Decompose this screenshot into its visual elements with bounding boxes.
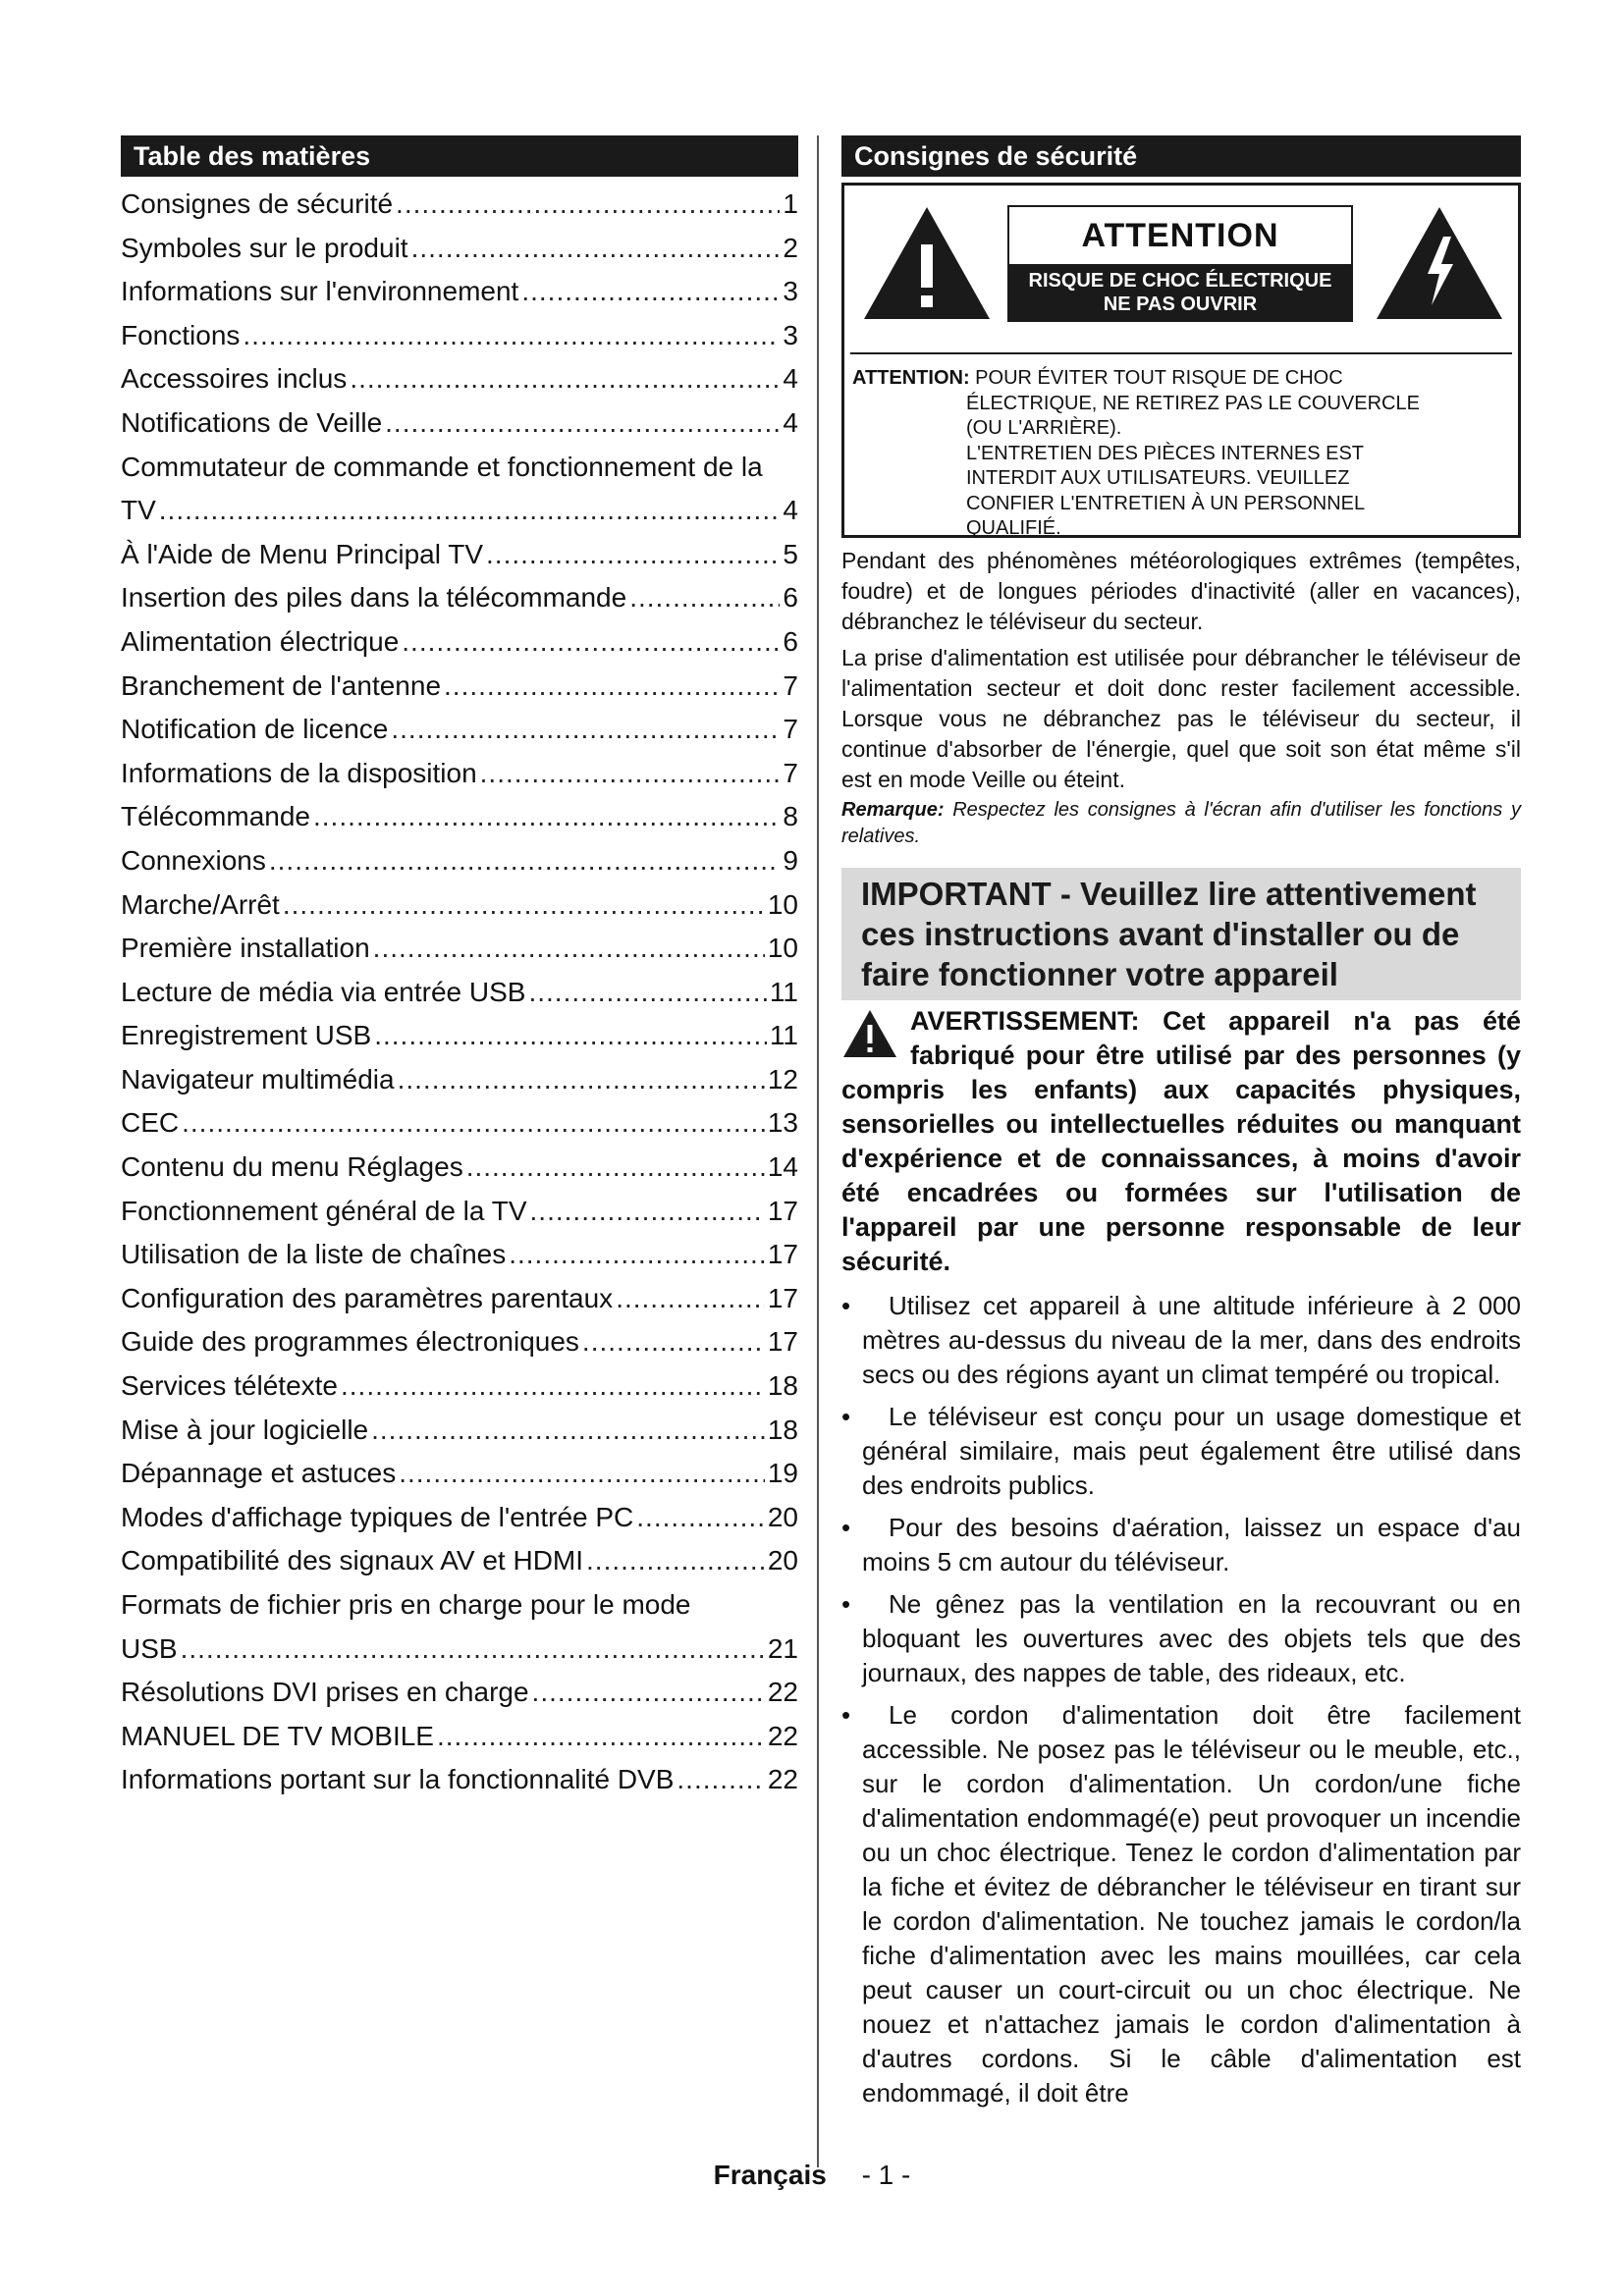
safety-bullet-item <box>841 1698 1521 2110</box>
attention-label-box <box>1007 205 1353 322</box>
toc-entry <box>121 620 798 665</box>
attention-text <box>844 354 1518 542</box>
toc-entry-title: Utilisation de la liste de chaînes <box>121 1239 507 1270</box>
toc-leader-dots <box>313 795 780 839</box>
toc-leader-dots <box>371 1409 765 1453</box>
toc-leader-dots <box>444 665 780 709</box>
toc-row <box>121 883 798 928</box>
toc-leader-dots <box>677 1758 764 1802</box>
toc-row <box>121 576 798 620</box>
attention-line-1: POUR ÉVITER TOUT RISQUE DE CHOC <box>975 367 1343 389</box>
toc-entry-title: Résolutions DVI prises en charge <box>121 1677 529 1708</box>
toc-row <box>121 839 798 883</box>
toc-entry <box>121 795 798 839</box>
toc-page-number: 4 <box>783 406 798 438</box>
toc-entry <box>121 752 798 796</box>
toc-row <box>121 227 798 271</box>
toc-leader-dots <box>530 1190 765 1234</box>
toc-entry <box>121 183 798 227</box>
toc-entry-title: TV <box>121 495 156 526</box>
toc-entry <box>121 1671 798 1715</box>
toc-entry <box>121 314 798 358</box>
safety-bullet-item <box>841 1289 1521 1392</box>
toc-page-number: 17 <box>767 1326 798 1358</box>
toc-page-number: 22 <box>767 1677 798 1708</box>
toc-entry <box>121 1496 798 1540</box>
toc-page-number: 9 <box>783 844 798 876</box>
toc-page-number: 3 <box>783 276 798 307</box>
toc-page-number: 17 <box>767 1239 798 1270</box>
toc-row <box>121 1496 798 1540</box>
warning-triangle-icon <box>841 1008 898 1059</box>
toc-entry <box>121 446 798 533</box>
toc-leader-dots <box>402 620 780 665</box>
page-number: - 1 - <box>861 2160 911 2190</box>
toc-page-number: 4 <box>783 363 798 395</box>
toc-entry <box>121 665 798 709</box>
toc-page-number: 6 <box>783 625 798 657</box>
toc-page-number: 5 <box>783 538 798 569</box>
toc-entry <box>121 401 798 446</box>
toc-entry-title: Télécommande <box>121 801 310 832</box>
toc-entry-title: MANUEL DE TV MOBILE <box>121 1720 434 1751</box>
toc-heading: Table des matières <box>121 135 798 177</box>
toc-row <box>121 752 798 796</box>
toc-entry-title: Informations sur l'environnement <box>121 276 519 307</box>
toc-leader-dots <box>398 1058 765 1102</box>
toc-leader-dots <box>509 1233 765 1277</box>
attention-line-2: ÉLECTRIQUE, NE RETIREZ PAS LE COUVERCLE <box>966 392 1420 414</box>
toc-leader-dots <box>373 927 765 971</box>
toc-entry <box>121 357 798 401</box>
toc-entry <box>121 1233 798 1277</box>
attention-subtitle <box>1009 264 1351 320</box>
toc-leader-dots <box>528 971 766 1015</box>
toc-row <box>121 1190 798 1234</box>
toc-entry <box>121 1583 798 1671</box>
toc-leader-dots <box>374 1014 767 1058</box>
toc-entry-title: Fonctions <box>121 319 241 350</box>
safety-bullet-item <box>841 1587 1521 1690</box>
attention-warning-box <box>841 183 1521 538</box>
toc-leader-dots <box>582 1320 765 1364</box>
toc-entry <box>121 270 798 314</box>
toc-leader-dots <box>243 314 780 358</box>
important-notice: IMPORTANT - Veuillez lire attentivement ces instructions avant d'installer ou de faire fonctionner votre appareil <box>841 868 1521 1000</box>
toc-row <box>121 314 798 358</box>
footer-language: Français <box>713 2160 827 2190</box>
toc-row <box>121 1320 798 1364</box>
toc-row <box>121 1014 798 1058</box>
paragraph-power-plug: La prise d'alimentation est utilisée pour débrancher le téléviseur de l'alimentation secteur et doit donc rester facilement accessible. Lorsque vous ne débranchez pas le téléviseur du secteur, il continue d'absorber de l'énergie, quel que soit son état même s'il est en mode Veille ou éteint. <box>841 645 1521 792</box>
toc-page-number: 4 <box>783 495 798 526</box>
attention-line-5: INTERDIT AUX UTILISATEURS. VEUILLEZ <box>966 467 1350 489</box>
toc-entry-title: Marche/Arrêt <box>121 888 280 920</box>
toc-page-number: 18 <box>767 1370 798 1402</box>
toc-entry-title: Consignes de sécurité <box>121 188 394 219</box>
toc-page-number: 20 <box>767 1501 798 1532</box>
toc-entry <box>121 1452 798 1496</box>
toc-entry-title-line: Commutateur de commande et fonctionnement de la <box>121 451 763 482</box>
toc-row <box>121 401 798 446</box>
toc-leader-dots <box>399 1452 765 1496</box>
toc-page-number: 3 <box>783 319 798 350</box>
toc-row <box>121 1409 798 1453</box>
toc-entry-title: Accessoires inclus <box>121 363 348 395</box>
toc-entry <box>121 1190 798 1234</box>
toc-entry-title: Informations de la disposition <box>121 757 477 788</box>
toc-leader-dots <box>629 576 780 620</box>
toc-entry-title: Première installation <box>121 933 370 964</box>
toc-page-number: 7 <box>783 757 798 788</box>
toc-entry <box>121 1014 798 1058</box>
toc-entry-title: Notification de licence <box>121 714 389 745</box>
toc-leader-dots <box>283 883 765 928</box>
safety-heading: Consignes de sécurité <box>841 135 1521 177</box>
toc-leader-dots <box>586 1539 765 1583</box>
toc-entry <box>121 1320 798 1364</box>
toc-row <box>121 183 798 227</box>
toc-row <box>121 620 798 665</box>
toc-entry <box>121 971 798 1015</box>
toc-row <box>121 1671 798 1715</box>
toc-entry-title: À l'Aide de Menu Principal TV <box>121 538 484 569</box>
toc-entry-title: Contenu du menu Réglages <box>121 1151 463 1183</box>
safety-bullet-text: • Pour des besoins d'aération, laissez un espace d'au moins 5 cm autour du téléviseur. <box>862 1513 1521 1576</box>
safety-bullet-item <box>841 1400 1521 1503</box>
toc-row <box>121 1715 798 1759</box>
table-of-contents <box>121 135 798 1802</box>
toc-entry <box>121 1758 798 1802</box>
remark-text: Respectez les consignes à l'écran afin d'utiliser les fonctions y relatives. <box>841 799 1522 847</box>
toc-row <box>121 357 798 401</box>
lightning-warning-icon <box>1373 203 1506 323</box>
toc-leader-dots <box>437 1715 765 1759</box>
toc-entry-title: Branchement de l'antenne <box>121 669 442 701</box>
toc-page-number: 18 <box>767 1414 798 1445</box>
toc-page-number: 12 <box>767 1063 798 1095</box>
toc-page-number: 19 <box>767 1458 798 1489</box>
attention-line-3: (OU L'ARRIÈRE). <box>966 417 1122 439</box>
toc-page-number: 11 <box>769 1020 798 1051</box>
toc-row <box>121 533 798 577</box>
toc-row <box>121 795 798 839</box>
toc-entry-title-line: Formats de fichier pris en charge pour le mode <box>121 1589 691 1620</box>
toc-leader-dots <box>466 1146 765 1190</box>
avertissement-text: AVERTISSEMENT: Cet appareil n'a pas été fabriqué pour être utilisé par des personnes (y compris les enfants) aux capacités physiques, sensorielles ou intellectuelles réduites ou manquant d'expérience et de connaissances, à moins d'avoir été encadrées ou formées sur l'utilisation de l'appareil par une personne responsable de leur sécurité. <box>841 1006 1521 1276</box>
toc-row <box>121 270 798 314</box>
toc-entry <box>121 927 798 971</box>
toc-entry <box>121 708 798 752</box>
toc-leader-dots <box>396 183 780 227</box>
toc-entry <box>121 1058 798 1102</box>
avertissement-block <box>841 1004 1521 1279</box>
toc-page-number: 8 <box>783 801 798 832</box>
toc-row <box>121 1058 798 1102</box>
toc-page-number: 17 <box>767 1282 798 1313</box>
safety-bullets <box>841 1289 1521 2110</box>
toc-leader-dots <box>411 227 781 271</box>
safety-bullet-item <box>841 1511 1521 1579</box>
attention-line-4: L'ENTRETIEN DES PIÈCES INTERNES EST <box>966 442 1365 464</box>
toc-page-number: 10 <box>767 933 798 964</box>
attention-title: ATTENTION <box>1081 217 1279 254</box>
toc-leader-dots <box>350 357 780 401</box>
toc-entry <box>121 227 798 271</box>
toc-page-number: 11 <box>769 976 798 1007</box>
toc-entry-title: Guide des programmes électroniques <box>121 1326 579 1358</box>
column-divider <box>817 135 819 2167</box>
toc-entry <box>121 883 798 928</box>
toc-page-number: 10 <box>767 888 798 920</box>
toc-page-number: 20 <box>767 1545 798 1576</box>
toc-leader-dots <box>385 401 780 446</box>
toc-entry-title: Symboles sur le produit <box>121 232 408 263</box>
toc-entry-title: Insertion des piles dans la télécommande <box>121 582 627 614</box>
toc-leader-dots <box>521 270 780 314</box>
toc-entry-title: Enregistrement USB <box>121 1020 372 1051</box>
toc-leader-dots <box>341 1364 765 1409</box>
toc-row <box>121 1452 798 1496</box>
toc-row <box>121 927 798 971</box>
toc-row <box>121 1758 798 1802</box>
remark-label: Remarque: <box>841 799 945 821</box>
toc-page-number: 22 <box>767 1764 798 1795</box>
toc-page-number: 2 <box>783 232 798 263</box>
toc-entry-title: USB <box>121 1632 178 1664</box>
toc-leader-dots <box>636 1496 765 1540</box>
toc-page-number: 17 <box>767 1195 798 1226</box>
toc-row <box>121 489 798 533</box>
toc-leader-dots <box>616 1277 765 1321</box>
toc-leader-dots <box>391 708 780 752</box>
toc-page-number: 21 <box>767 1632 798 1664</box>
attention-line-6: CONFIER L'ENTRETIEN À UN PERSONNEL <box>966 492 1366 514</box>
toc-entry-title: CEC <box>121 1107 180 1139</box>
toc-entry-title: Compatibilité des signaux AV et HDMI <box>121 1545 584 1576</box>
toc-page-number: 7 <box>783 669 798 701</box>
toc-entry-title: Fonctionnement général de la TV <box>121 1195 527 1226</box>
toc-entry <box>121 1101 798 1146</box>
remark-note <box>841 797 1521 850</box>
toc-page-number: 6 <box>783 582 798 614</box>
safety-bullet-text: • Utilisez cet appareil à une altitude inférieure à 2 000 mètres au-dessus du niveau de la mer, dans des endroits secs ou des régions ayant un climat tempéré ou tropical. <box>862 1291 1521 1389</box>
toc-leader-dots <box>159 489 781 533</box>
toc-entry <box>121 1539 798 1583</box>
toc-page-number: 22 <box>767 1720 798 1751</box>
toc-entry <box>121 576 798 620</box>
toc-entry <box>121 1146 798 1190</box>
toc-entry <box>121 533 798 577</box>
toc-leader-dots <box>486 533 780 577</box>
toc-row <box>121 665 798 709</box>
toc-row <box>121 1233 798 1277</box>
toc-leader-dots <box>532 1671 765 1715</box>
toc-row <box>121 1364 798 1409</box>
toc-page-number: 13 <box>767 1107 798 1139</box>
toc-entry <box>121 1364 798 1409</box>
toc-leader-dots <box>181 1628 765 1672</box>
toc-entry <box>121 1409 798 1453</box>
safety-bullet-text: • Ne gênez pas la ventilation en la recouvrant ou en bloquant les ouvertures avec des objets tels que des journaux, des nappes de table, des rideaux, etc. <box>862 1589 1521 1687</box>
toc-leader-dots <box>480 752 781 796</box>
toc-list <box>121 183 798 1802</box>
toc-row <box>121 1539 798 1583</box>
safety-bullet-text: • Le cordon d'alimentation doit être facilement accessible. Ne posez pas le téléviseur ou le meuble, etc., sur le cordon d'alimentation. Un cordon/une fiche d'alimentation endommagé(e) peut provoquer un incendie ou un choc électrique. Tenez le cordon d'alimentation par la fiche et évitez de débrancher le téléviseur en tirant sur le cordon d'alimentation. Ne touchez jamais le cordon/la fiche d'alimentation avec les mains mouillées, car cela peut causer un court-circuit ou un choc électrique. Ne nouez et n'attachez jamais le cordon d'alimentation à d'autres cordons. Si le câble d'alimentation est endommagé, il doit être <box>862 1700 1521 2108</box>
toc-entry-title: Notifications de Veille <box>121 406 383 438</box>
toc-entry-title: Connexions <box>121 844 266 876</box>
attention-banner <box>850 186 1512 354</box>
toc-row <box>121 1101 798 1146</box>
toc-page-number: 14 <box>767 1151 798 1183</box>
toc-entry-title: Lecture de média via entrée USB <box>121 976 526 1007</box>
paragraph-weather: Pendant des phénomènes météorologiques extrêmes (tempêtes, foudre) et de longues périodes d'inactivité (aller en vacances), débranchez le téléviseur du secteur. <box>841 548 1521 634</box>
toc-entry-title: Dépannage et astuces <box>121 1458 397 1489</box>
toc-leader-dots <box>182 1101 765 1146</box>
page-footer <box>0 2160 1624 2191</box>
toc-entry-title: Modes d'affichage typiques de l'entrée PC <box>121 1501 634 1532</box>
toc-row <box>121 708 798 752</box>
attention-lead: ATTENTION: <box>852 367 970 389</box>
toc-row <box>121 1277 798 1321</box>
toc-entry-title: Configuration des paramètres parentaux <box>121 1282 614 1313</box>
toc-entry-title: Informations portant sur la fonctionnalité DVB <box>121 1764 675 1795</box>
exclamation-warning-icon <box>860 203 994 323</box>
attention-line-7: QUALIFIÉ. <box>966 517 1061 539</box>
toc-leader-dots <box>269 839 781 883</box>
toc-entry-title: Services télétexte <box>121 1370 338 1402</box>
toc-page-number: 7 <box>783 714 798 745</box>
toc-entry-title: Alimentation électrique <box>121 625 400 657</box>
toc-row <box>121 1146 798 1190</box>
safety-bullet-text: • Le téléviseur est conçu pour un usage domestique et général similaire, mais peut également être utilisé dans des endroits publics. <box>862 1402 1521 1500</box>
toc-entry <box>121 1715 798 1759</box>
attention-sub-line-2: NE PAS OUVRIR <box>1103 294 1258 315</box>
toc-entry <box>121 1277 798 1321</box>
toc-row <box>121 971 798 1015</box>
toc-entry <box>121 839 798 883</box>
toc-entry-title: Navigateur multimédia <box>121 1063 395 1095</box>
attention-sub-line-1: RISQUE DE CHOC ÉLECTRIQUE <box>1028 270 1332 292</box>
toc-row <box>121 1628 798 1672</box>
toc-entry-title: Mise à jour logicielle <box>121 1414 369 1445</box>
safety-section <box>841 135 1521 2118</box>
toc-page-number: 1 <box>783 188 798 219</box>
